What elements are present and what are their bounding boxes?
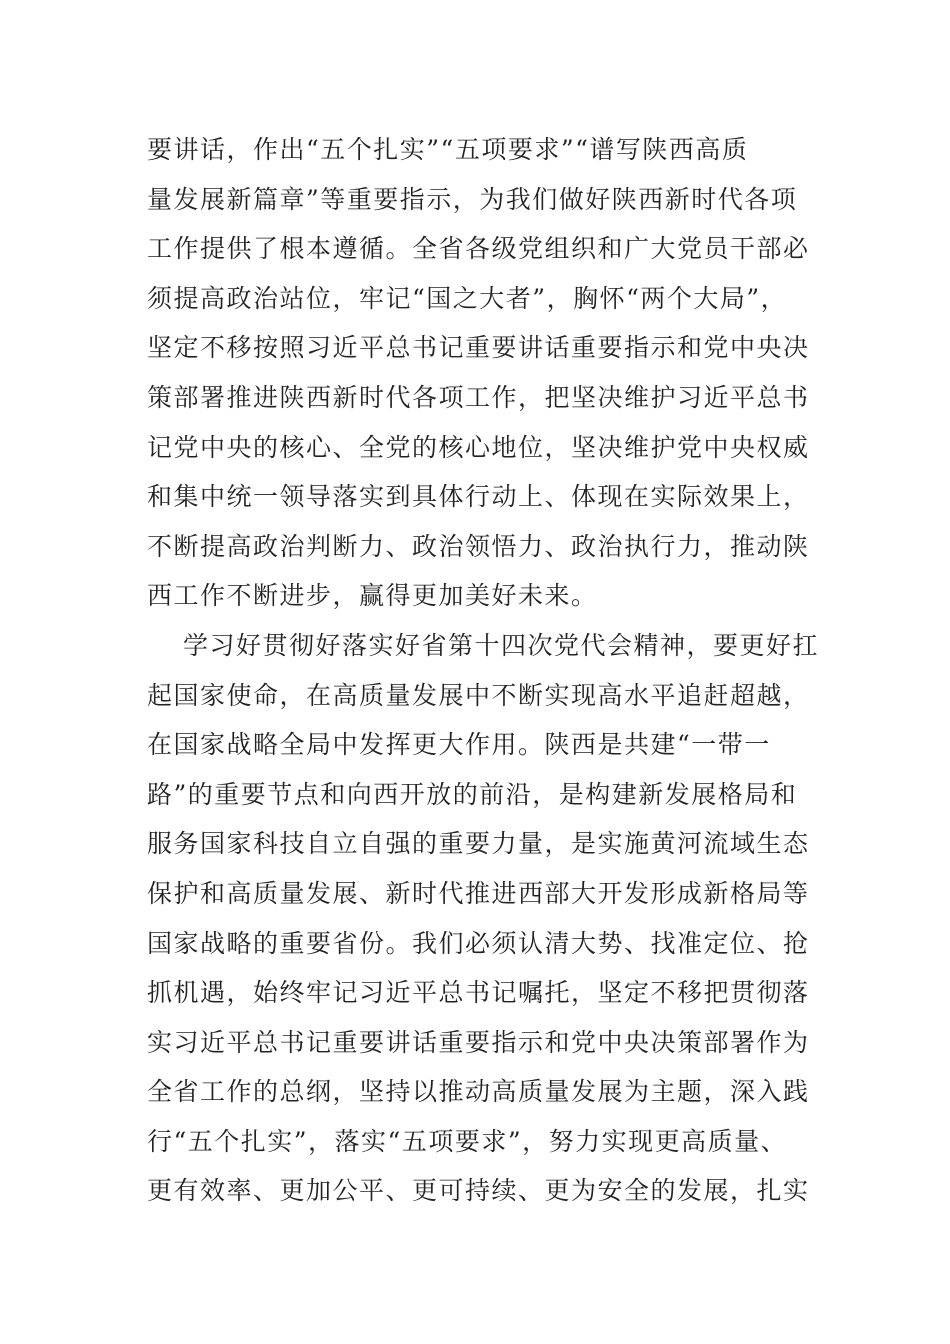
text-line: 服务国家科技自立自强的重要力量，是实施黄河流域生态 (147, 829, 810, 859)
text-line: 国家战略的重要省份。我们必须认清大势、找准定位、抢 (147, 928, 810, 958)
text-line: 要讲话，作出“五个扎实”“五项要求”“谱写陕西高质 (147, 135, 749, 164)
paragraph-1 (147, 125, 810, 621)
text-line: 保护和高质量发展、新时代推进西部大开发形成新格局等 (147, 878, 810, 908)
text-line: 记党中央的核心、全党的核心地位，坚决维护党中央权威 (147, 432, 810, 462)
text-line: 策部署推进陕西新时代各项工作，把坚决维护习近平总书 (147, 382, 810, 412)
text-line: 全省工作的总纲，坚持以推动高质量发展为主题，深入践 (147, 1077, 810, 1107)
text-line: 路”的重要节点和向西开放的前沿，是构建新发展格局和 (147, 779, 798, 809)
document-body (147, 125, 820, 1216)
text-line: 西工作不断进步，赢得更加美好未来。 (147, 581, 598, 611)
text-line: 更有效率、更加公平、更可持续、更为安全的发展，扎实 (147, 1176, 810, 1206)
text-line: 在国家战略全局中发挥更大作用。陕西是共建“一带一 (147, 730, 771, 760)
text-line: 须提高政治站位，牢记“国之大者”，胸怀“两个大局”， (147, 283, 788, 313)
text-line: 行“五个扎实”，落实“五项要求”，努力实现更高质量、 (147, 1126, 788, 1156)
text-line: 学习好贯彻好落实好省第十四次党代会精神，要更好扛 (183, 630, 820, 660)
text-line: 量发展新篇章”等重要指示，为我们做好陕西新时代各项 (147, 184, 798, 214)
text-line: 不断提高政治判断力、政治领悟力、政治执行力，推动陕 (147, 531, 810, 561)
text-line: 实习近平总书记重要讲话重要指示和党中央决策部署作为 (147, 1027, 810, 1057)
text-line: 抓机遇，始终牢记习近平总书记嘱托，坚定不移把贯彻落 (147, 978, 810, 1008)
paragraph-2 (147, 621, 820, 1216)
text-line: 起国家使命，在高质量发展中不断实现高水平追赶超越， (147, 680, 810, 710)
text-line: 坚定不移按照习近平总书记重要讲话重要指示和党中央决 (147, 333, 810, 363)
text-line: 和集中统一领导落实到具体行动上、体现在实际效果上， (147, 482, 810, 512)
text-line: 工作提供了根本遵循。全省各级党组织和广大党员干部必 (147, 234, 810, 264)
